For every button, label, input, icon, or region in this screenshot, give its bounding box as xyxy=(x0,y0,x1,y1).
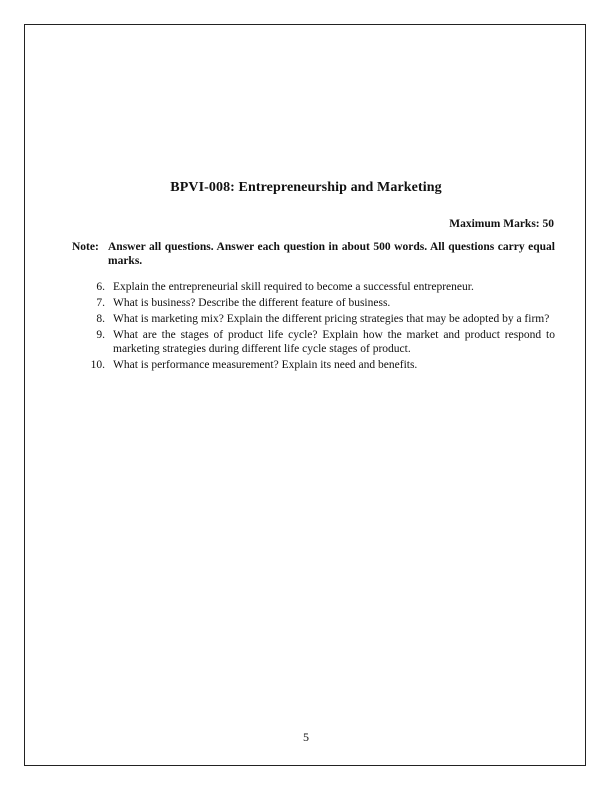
question-text: What is performance measurement? Explain its need and benefits. xyxy=(113,359,418,371)
question-number: 6. xyxy=(96,281,105,293)
page-number: 5 xyxy=(303,730,309,744)
document-title: BPVI-008: Entrepreneurship and Marketing xyxy=(170,180,442,195)
question-item xyxy=(86,328,555,356)
instructions-note xyxy=(72,240,555,268)
question-list xyxy=(86,280,555,374)
note-text: Answer all questions. Answer each question in about 500 words. All questions carry equal marks. xyxy=(108,241,555,267)
question-text: Explain the entrepreneurial skill required to become a successful entrepreneur. xyxy=(113,281,474,293)
question-number: 8. xyxy=(96,313,105,325)
question-number: 10. xyxy=(90,359,105,371)
question-item xyxy=(86,280,555,294)
question-text: What are the stages of product life cycle? Explain how the market and product respond to marketing strategies during different life cycle stages of product. xyxy=(113,329,555,355)
question-number: 9. xyxy=(96,329,105,341)
question-number: 7. xyxy=(96,297,105,309)
question-text: What is marketing mix? Explain the different pricing strategies that may be adopted by a firm? xyxy=(113,313,550,325)
question-item xyxy=(86,358,555,372)
note-label: Note: xyxy=(72,241,99,253)
question-item xyxy=(86,296,555,310)
page-border xyxy=(24,24,586,766)
maximum-marks: Maximum Marks: 50 xyxy=(449,218,554,230)
question-item xyxy=(86,312,555,326)
question-text: What is business? Describe the different feature of business. xyxy=(113,297,391,309)
